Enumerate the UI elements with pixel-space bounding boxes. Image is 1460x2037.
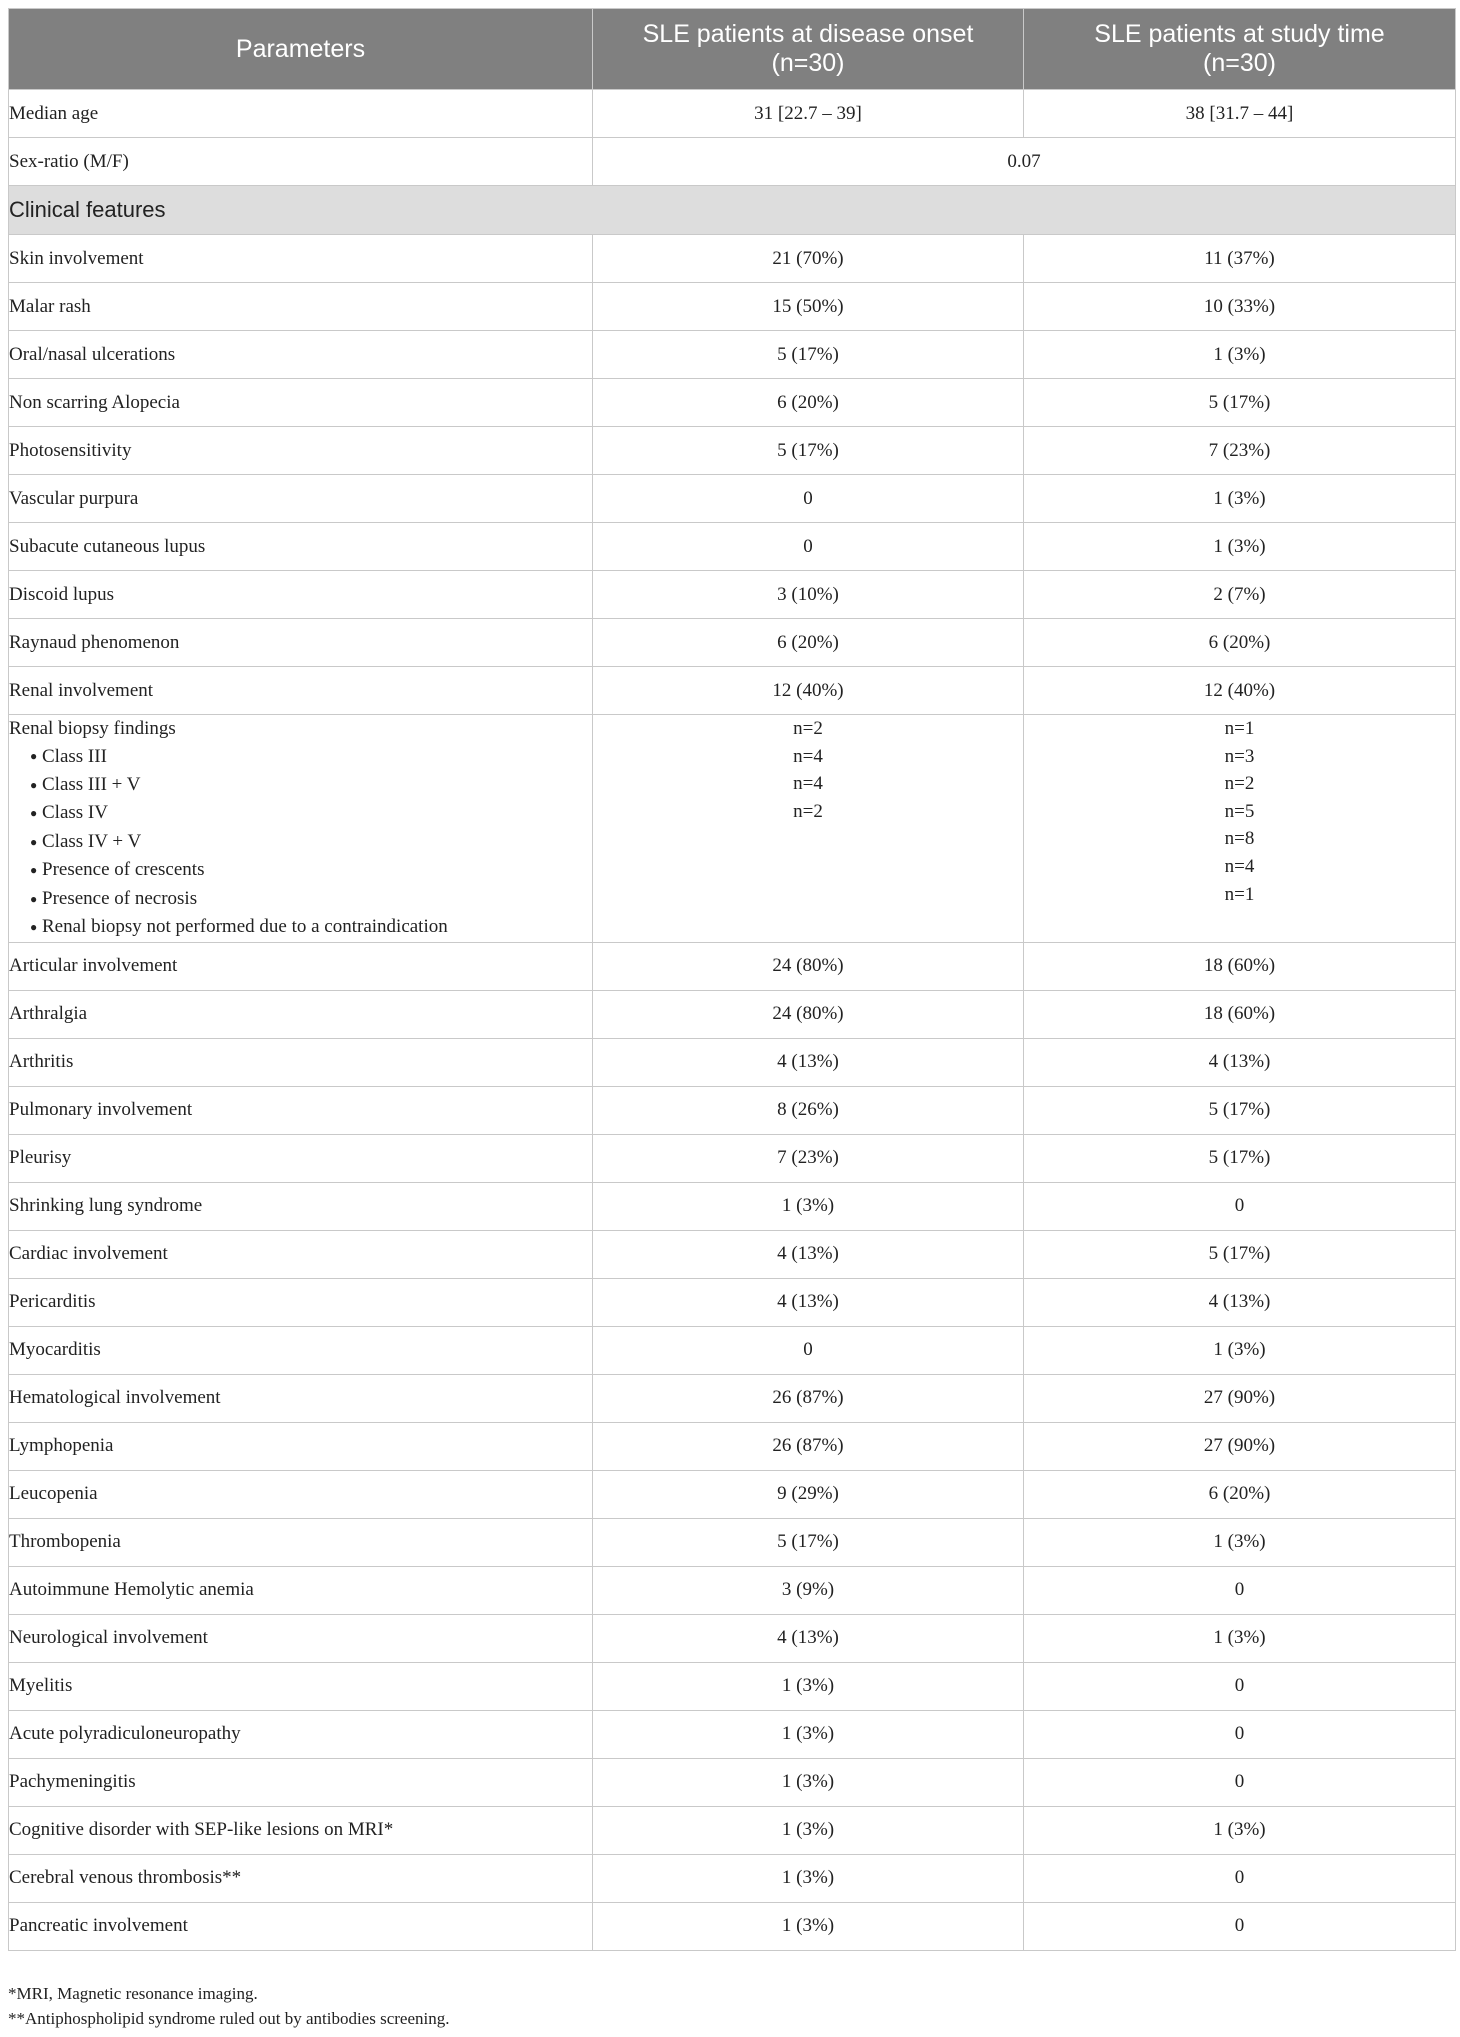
renal-biopsy-item	[9, 743, 592, 771]
renal-biopsy-item	[9, 913, 592, 941]
table-row-subacute-cutaneous-lupus	[9, 523, 1456, 571]
row-study-value: 1 (3%)	[1024, 1518, 1456, 1566]
renal-biopsy-item	[9, 799, 592, 827]
renal-biopsy-item	[9, 856, 592, 884]
row-study-value: 0	[1024, 1758, 1456, 1806]
table-row-pericarditis	[9, 1278, 1456, 1326]
row-label: Myocarditis	[9, 1326, 593, 1374]
row-onset-value: 1 (3%)	[593, 1182, 1024, 1230]
clinical-rows-a	[9, 235, 1456, 715]
renal-biopsy-onset-value	[593, 853, 1023, 881]
row-onset-value: 5 (17%)	[593, 331, 1024, 379]
row-onset-value: 24 (80%)	[593, 990, 1024, 1038]
row-study-value: 0	[1024, 1182, 1456, 1230]
table-row-lymphopenia	[9, 1422, 1456, 1470]
row-label: Pleurisy	[9, 1134, 593, 1182]
table-row-discoid-lupus	[9, 571, 1456, 619]
row-onset-value: 5 (17%)	[593, 427, 1024, 475]
row-onset-value: 12 (40%)	[593, 667, 1024, 715]
sex-ratio-section	[9, 138, 1456, 235]
table-row-raynaud-phenomenon	[9, 619, 1456, 667]
row-label: Raynaud phenomenon	[9, 619, 593, 667]
header-study-time-line-1: SLE patients at study time	[1094, 20, 1385, 48]
bullet-icon: ●	[30, 834, 38, 849]
row-study-value: 12 (40%)	[1024, 667, 1456, 715]
table-row-myelitis	[9, 1662, 1456, 1710]
table-row-articular-involvement	[9, 942, 1456, 990]
row-label: Sex-ratio (M/F)	[9, 138, 593, 186]
row-study-value: 10 (33%)	[1024, 283, 1456, 331]
row-label: Renal involvement	[9, 667, 593, 715]
row-label: Leucopenia	[9, 1470, 593, 1518]
renal-biopsy-item-label: Class III + V	[42, 774, 141, 796]
row-onset-value: 5 (17%)	[593, 1518, 1024, 1566]
row-label: Cardiac involvement	[9, 1230, 593, 1278]
row-onset-value: 3 (10%)	[593, 571, 1024, 619]
row-study-value: 1 (3%)	[1024, 1614, 1456, 1662]
renal-biopsy-item-label: Class III	[42, 745, 107, 767]
row-study-value: 27 (90%)	[1024, 1422, 1456, 1470]
row-study-value: 5 (17%)	[1024, 1086, 1456, 1134]
row-label: Pulmonary involvement	[9, 1086, 593, 1134]
section-header-clinical-features	[9, 186, 1456, 235]
table-row-shrinking-lung-syndrome	[9, 1182, 1456, 1230]
footnotes	[8, 1981, 449, 2031]
row-study-value: 1 (3%)	[1024, 1806, 1456, 1854]
clinical-rows-b	[9, 942, 1456, 1950]
row-label: Hematological involvement	[9, 1374, 593, 1422]
row-onset-value: 31 [22.7 – 39]	[593, 90, 1024, 138]
table-row-myocarditis	[9, 1326, 1456, 1374]
row-label: Neurological involvement	[9, 1614, 593, 1662]
renal-biopsy-item-label: Presence of necrosis	[42, 887, 198, 909]
row-onset-value: 0	[593, 1326, 1024, 1374]
renal-biopsy-onset-value: n=2	[793, 800, 823, 822]
general-rows	[9, 90, 1456, 138]
row-study-value: 1 (3%)	[1024, 475, 1456, 523]
table-row-neurological-involvement	[9, 1614, 1456, 1662]
row-study-value: 2 (7%)	[1024, 571, 1456, 619]
table-row-vascular-purpura	[9, 475, 1456, 523]
section-title: Clinical features	[9, 186, 1456, 235]
renal-biopsy-onset-values	[593, 715, 1024, 943]
header-disease-onset-line-1: SLE patients at disease onset	[642, 20, 974, 48]
row-onset-value: 4 (13%)	[593, 1278, 1024, 1326]
row-onset-value: 6 (20%)	[593, 379, 1024, 427]
renal-biopsy-study-value: n=2	[1224, 773, 1255, 795]
table-row-arthralgia	[9, 990, 1456, 1038]
row-onset-value: 1 (3%)	[593, 1758, 1024, 1806]
table-row-cardiac-involvement	[9, 1230, 1456, 1278]
bullet-icon: ●	[30, 749, 38, 764]
row-study-value: 18 (60%)	[1024, 942, 1456, 990]
row-study-value: 0	[1024, 1566, 1456, 1614]
row-study-value: 4 (13%)	[1024, 1038, 1456, 1086]
row-label: Median age	[9, 90, 593, 138]
renal-biopsy-onset-value: n=2	[793, 718, 823, 739]
row-study-value: 27 (90%)	[1024, 1374, 1456, 1422]
table-row-photosensitivity	[9, 427, 1456, 475]
renal-biopsy-item	[9, 828, 592, 856]
row-label: Lymphopenia	[9, 1422, 593, 1470]
row-study-value: 1 (3%)	[1024, 331, 1456, 379]
row-label: Autoimmune Hemolytic anemia	[9, 1566, 593, 1614]
row-onset-value: 4 (13%)	[593, 1230, 1024, 1278]
row-study-value: 0	[1024, 1902, 1456, 1950]
row-label: Thrombopenia	[9, 1518, 593, 1566]
table-row-oral-nasal-ulcerations	[9, 331, 1456, 379]
row-label: Photosensitivity	[9, 427, 593, 475]
row-label: Pancreatic involvement	[9, 1902, 593, 1950]
row-onset-value: 7 (23%)	[593, 1134, 1024, 1182]
bullet-icon: ●	[30, 920, 38, 935]
table-row-pleurisy	[9, 1134, 1456, 1182]
footnote-2: **Antiphospholipid syndrome ruled out by antibodies screening.	[8, 2009, 450, 2028]
row-study-value: 6 (20%)	[1024, 1470, 1456, 1518]
row-label: Skin involvement	[9, 235, 593, 283]
row-study-value: 0	[1024, 1710, 1456, 1758]
renal-biopsy-study-value: n=3	[1224, 745, 1255, 767]
row-study-value: 4 (13%)	[1024, 1278, 1456, 1326]
renal-biopsy-study-value: n=4	[1224, 855, 1255, 877]
table-row-pachymeningitis	[9, 1758, 1456, 1806]
table-row-arthritis	[9, 1038, 1456, 1086]
table-row-non-scarring-alopecia	[9, 379, 1456, 427]
row-study-value: 0	[1024, 1854, 1456, 1902]
header-parameters: Parameters	[9, 9, 593, 90]
bullet-icon: ●	[30, 806, 38, 821]
table-row-cerebral-venous-thrombosis	[9, 1854, 1456, 1902]
renal-biopsy-study-value: n=1	[1224, 883, 1255, 905]
table-row-pancreatic-involvement	[9, 1902, 1456, 1950]
row-onset-value: 1 (3%)	[593, 1902, 1024, 1950]
row-label: Pachymeningitis	[9, 1758, 593, 1806]
bullet-icon: ●	[30, 891, 38, 906]
renal-biopsy-title: Renal biopsy findings	[9, 718, 176, 739]
bullet-icon: ●	[30, 863, 38, 878]
header-study-time-line-2: (n=30)	[1203, 49, 1276, 77]
row-label: Subacute cutaneous lupus	[9, 523, 593, 571]
row-onset-value: 21 (70%)	[593, 235, 1024, 283]
row-onset-value: 1 (3%)	[593, 1662, 1024, 1710]
renal-biopsy-item-label: Class IV + V	[42, 830, 142, 852]
header-study-time	[1024, 9, 1456, 90]
renal-biopsy-item-label: Renal biopsy not performed due to a contraindication	[42, 916, 448, 938]
renal-biopsy-study-values	[1024, 715, 1456, 943]
row-label: Vascular purpura	[9, 475, 593, 523]
renal-biopsy-study-value: n=1	[1224, 718, 1255, 739]
table-row-hematological-involvement	[9, 1374, 1456, 1422]
renal-biopsy-section	[9, 715, 1456, 943]
renal-biopsy-onset-value: n=4	[793, 773, 823, 795]
row-study-value: 7 (23%)	[1024, 427, 1456, 475]
table-row-median-age	[9, 90, 1456, 138]
renal-biopsy-labels	[9, 715, 593, 943]
row-onset-value: 4 (13%)	[593, 1038, 1024, 1086]
row-study-value: 5 (17%)	[1024, 1134, 1456, 1182]
row-study-value: 1 (3%)	[1024, 523, 1456, 571]
renal-biopsy-study-value: n=8	[1224, 828, 1255, 850]
row-onset-value: 1 (3%)	[593, 1806, 1024, 1854]
row-study-value: 0	[1024, 1662, 1456, 1710]
renal-biopsy-onset-value: n=4	[793, 745, 823, 767]
renal-biopsy-study-value: n=5	[1224, 800, 1255, 822]
footnote-1: *MRI, Magnetic resonance imaging.	[8, 1984, 258, 2003]
table-row-cognitive-disorder-with-sep-like-lesions-on-mri	[9, 1806, 1456, 1854]
row-label: Pericarditis	[9, 1278, 593, 1326]
renal-biopsy-onset-value	[593, 825, 1023, 853]
renal-biopsy-item-label: Presence of crescents	[42, 859, 205, 881]
row-study-value: 5 (17%)	[1024, 379, 1456, 427]
row-onset-value: 0	[593, 475, 1024, 523]
row-onset-value: 4 (13%)	[593, 1614, 1024, 1662]
row-label: Non scarring Alopecia	[9, 379, 593, 427]
row-label: Acute polyradiculoneuropathy	[9, 1710, 593, 1758]
row-label: Shrinking lung syndrome	[9, 1182, 593, 1230]
row-study-value: 18 (60%)	[1024, 990, 1456, 1038]
row-study-value: 5 (17%)	[1024, 1230, 1456, 1278]
row-label: Cerebral venous thrombosis**	[9, 1854, 593, 1902]
row-label: Arthralgia	[9, 990, 593, 1038]
row-study-value: 6 (20%)	[1024, 619, 1456, 667]
row-label: Oral/nasal ulcerations	[9, 331, 593, 379]
row-label: Myelitis	[9, 1662, 593, 1710]
clinical-features-table	[8, 8, 1456, 1951]
row-onset-value: 9 (29%)	[593, 1470, 1024, 1518]
row-onset-value: 6 (20%)	[593, 619, 1024, 667]
header-disease-onset-line-2: (n=30)	[771, 49, 845, 77]
table-row-renal-involvement	[9, 667, 1456, 715]
table-row-skin-involvement	[9, 235, 1456, 283]
row-onset-value: 26 (87%)	[593, 1374, 1024, 1422]
row-study-value: 38 [31.7 – 44]	[1024, 90, 1456, 138]
row-onset-value: 8 (26%)	[593, 1086, 1024, 1134]
table-row-malar-rash	[9, 283, 1456, 331]
row-onset-value: 24 (80%)	[593, 942, 1024, 990]
row-label: Arthritis	[9, 1038, 593, 1086]
row-study-value: 11 (37%)	[1024, 235, 1456, 283]
table-row-renal-biopsy	[9, 715, 1456, 943]
row-label: Cognitive disorder with SEP-like lesions on MRI*	[9, 1806, 593, 1854]
row-value-merged: 0.07	[593, 138, 1456, 186]
row-study-value: 1 (3%)	[1024, 1326, 1456, 1374]
row-onset-value: 26 (87%)	[593, 1422, 1024, 1470]
renal-biopsy-onset-value	[593, 881, 1023, 909]
renal-biopsy-item	[9, 885, 592, 913]
table-row-leucopenia	[9, 1470, 1456, 1518]
header-disease-onset	[593, 9, 1024, 90]
row-onset-value: 15 (50%)	[593, 283, 1024, 331]
table-row-sex-ratio	[9, 138, 1456, 186]
table-row-pulmonary-involvement	[9, 1086, 1456, 1134]
table-row-acute-polyradiculoneuropathy	[9, 1710, 1456, 1758]
bullet-icon: ●	[30, 777, 38, 792]
renal-biopsy-item-label: Class IV	[42, 802, 108, 824]
row-onset-value: 1 (3%)	[593, 1710, 1024, 1758]
table-row-autoimmune-hemolytic-anemia	[9, 1566, 1456, 1614]
renal-biopsy-item	[9, 771, 592, 799]
row-label: Articular involvement	[9, 942, 593, 990]
table-row-thrombopenia	[9, 1518, 1456, 1566]
row-onset-value: 1 (3%)	[593, 1854, 1024, 1902]
table-header-row	[9, 9, 1456, 90]
row-label: Malar rash	[9, 283, 593, 331]
row-onset-value: 0	[593, 523, 1024, 571]
row-onset-value: 3 (9%)	[593, 1566, 1024, 1614]
row-label: Discoid lupus	[9, 571, 593, 619]
